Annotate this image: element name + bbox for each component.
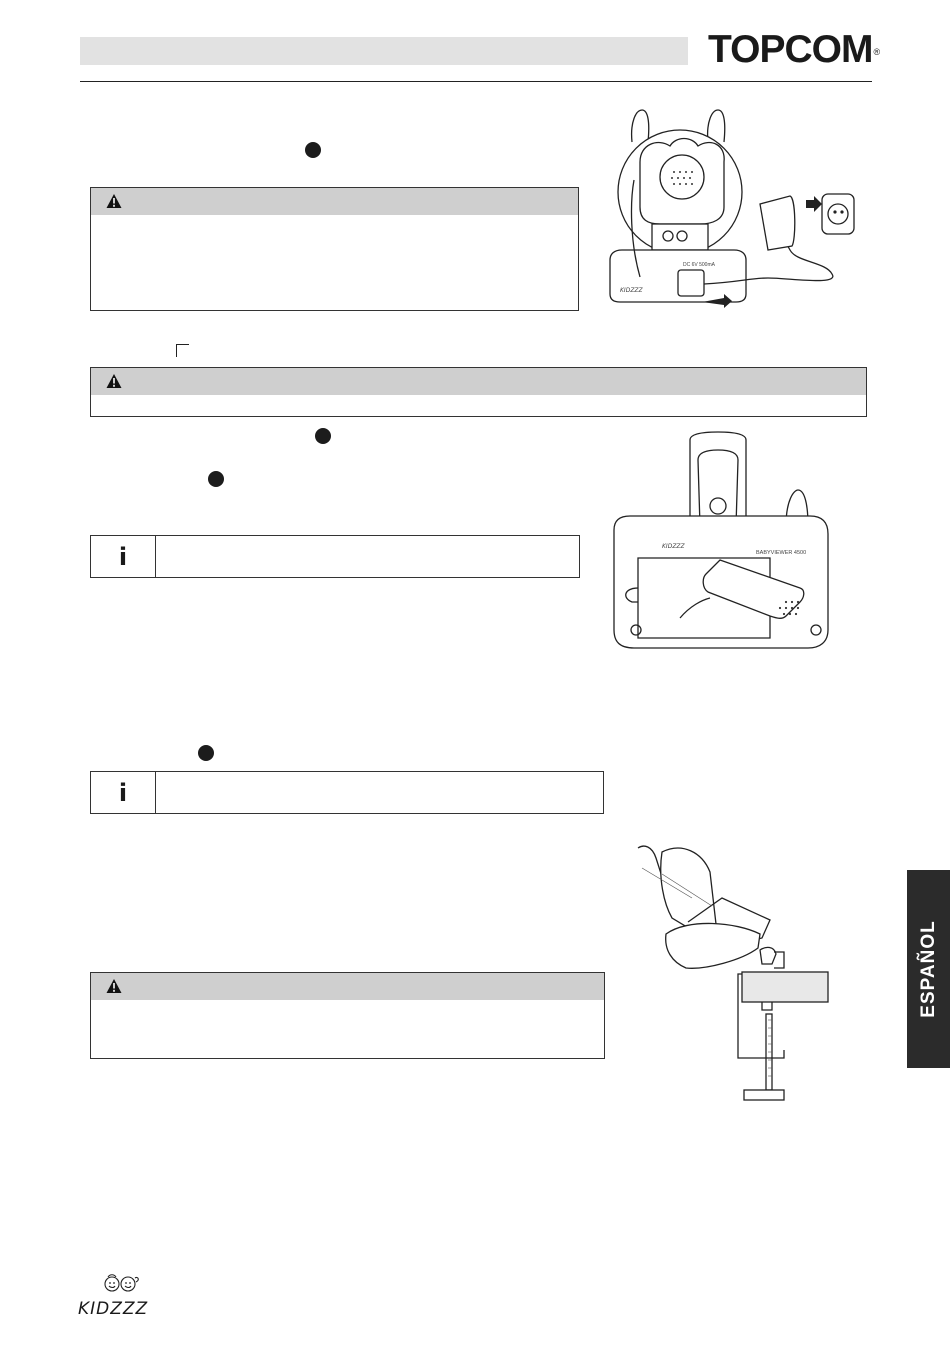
warning-triangle-icon bbox=[106, 193, 122, 209]
warning-box-header bbox=[91, 973, 604, 1000]
warning-box-3 bbox=[90, 972, 605, 1059]
language-tab bbox=[907, 870, 950, 1068]
camera-power-label: DC 6V 500mA bbox=[683, 262, 715, 268]
brand-logo bbox=[708, 30, 878, 70]
footer-logo bbox=[78, 1272, 158, 1319]
bullet-marker bbox=[208, 471, 224, 487]
info-icon: i bbox=[118, 542, 128, 571]
info-icon-cell bbox=[91, 536, 156, 577]
bullet-marker bbox=[198, 745, 214, 761]
info-box-2 bbox=[90, 771, 604, 814]
header-bar bbox=[80, 37, 688, 65]
info-box-1 bbox=[90, 535, 580, 578]
camera-power-illustration bbox=[600, 102, 862, 314]
brand-name: TOPCOM bbox=[708, 28, 873, 71]
bullet-marker bbox=[305, 142, 321, 158]
warning-triangle-icon bbox=[106, 978, 122, 994]
checkbox-marker bbox=[176, 344, 189, 357]
warning-box-1 bbox=[90, 187, 579, 311]
registered-mark: ® bbox=[873, 47, 880, 57]
header-rule bbox=[80, 81, 872, 82]
language-tab-label: ESPAÑOL bbox=[917, 920, 939, 1018]
warning-triangle-icon bbox=[106, 373, 122, 389]
clamp-mount-illustration bbox=[632, 838, 836, 1104]
viewer-model-label: BABYVIEWER 4500 bbox=[756, 550, 807, 556]
viewer-battery-illustration bbox=[610, 430, 830, 660]
warning-box-2 bbox=[90, 367, 867, 417]
footer-logo-text: KIDZZZ bbox=[78, 1299, 149, 1319]
warning-box-header bbox=[91, 368, 866, 395]
warning-box-header bbox=[91, 188, 578, 215]
info-icon-cell bbox=[91, 772, 156, 813]
info-icon: i bbox=[118, 778, 128, 807]
camera-brand-mark: KIDZZZ bbox=[620, 287, 643, 294]
viewer-brand-mark: KIDZZZ bbox=[662, 543, 685, 550]
kidzzz-faces-icon bbox=[78, 1272, 158, 1294]
bullet-marker bbox=[315, 428, 331, 444]
